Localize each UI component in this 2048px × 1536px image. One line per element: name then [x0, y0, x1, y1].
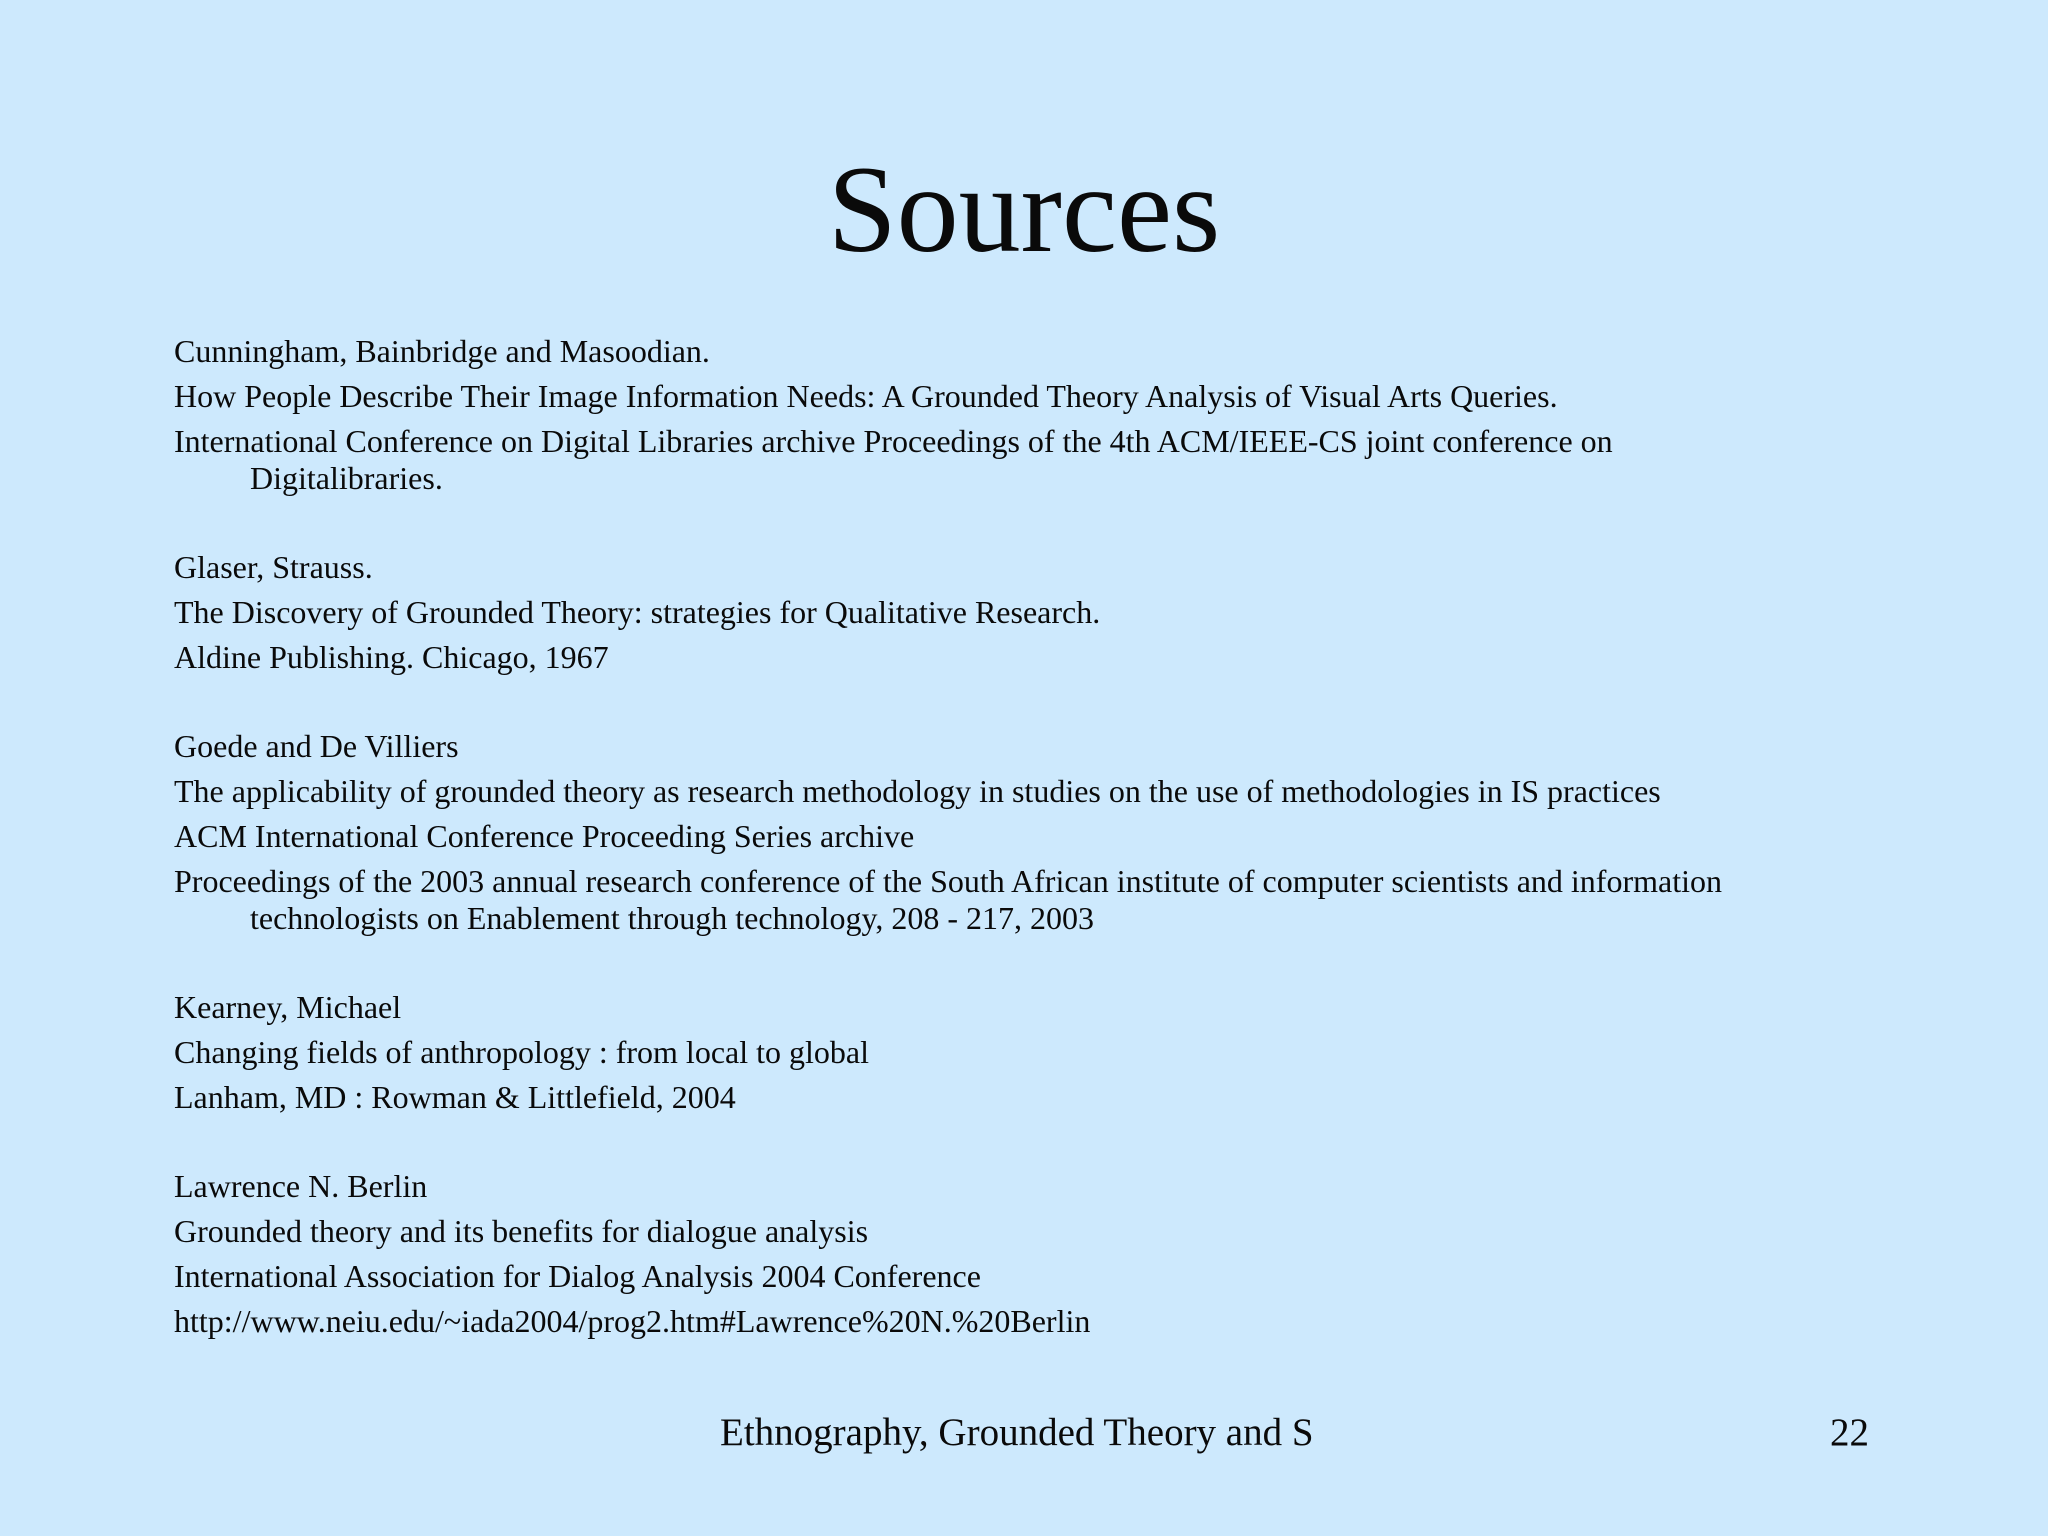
slide-title: Sources: [827, 141, 1221, 278]
reference-item: [174, 549, 1894, 676]
reference-author: Glaser, Strauss.: [174, 549, 373, 585]
page-number: 22: [1830, 1411, 1869, 1454]
reference-title: The Discovery of Grounded Theory: strategies for Qualitative Research.: [174, 594, 1101, 630]
slide-footer: Ethnography, Grounded Theory and S: [720, 1411, 1314, 1454]
reference-publication: Aldine Publishing. Chicago, 1967: [174, 639, 609, 675]
reference-publication-line: International Conference on Digital Libraries archive Proceedings of the 4th ACM/IEEE-CS joint conference on: [174, 423, 1613, 459]
reference-item: [174, 989, 1894, 1116]
reference-url: http://www.neiu.edu/~iada2004/prog2.htm#Lawrence%20N.%20Berlin: [174, 1303, 1091, 1339]
reference-author: Kearney, Michael: [174, 989, 402, 1025]
reference-publication-line: Proceedings of the 2003 annual research conference of the South African institute of computer scientists and information: [174, 863, 1722, 899]
reference-title: Grounded theory and its benefits for dialogue analysis: [174, 1213, 869, 1249]
reference-item: [174, 333, 1894, 497]
reference-author: Goede and De Villiers: [174, 728, 459, 764]
reference-title: How People Describe Their Image Information Needs: A Grounded Theory Analysis of Visual Arts Queries.: [174, 378, 1558, 414]
reference-item: [174, 728, 1894, 937]
references-list: [174, 333, 1894, 1348]
reference-publication: [174, 863, 1894, 937]
reference-author: Lawrence N. Berlin: [174, 1168, 428, 1204]
reference-publication-continuation: Digitalibraries.: [250, 460, 443, 496]
reference-publication-continuation: technologists on Enablement through technology, 208 - 217, 2003: [250, 900, 1095, 936]
reference-title: The applicability of grounded theory as research methodology in studies on the use of methodologies in IS practices: [174, 773, 1661, 809]
reference-title: Changing fields of anthropology : from local to global: [174, 1034, 869, 1070]
reference-author: Cunningham, Bainbridge and Masoodian.: [174, 333, 710, 369]
reference-publication: [174, 423, 1894, 497]
reference-publication: Lanham, MD : Rowman & Littlefield, 2004: [174, 1079, 736, 1115]
reference-series: ACM International Conference Proceeding Series archive: [174, 818, 915, 854]
reference-publication: International Association for Dialog Analysis 2004 Conference: [174, 1258, 981, 1294]
reference-item: [174, 1168, 1894, 1340]
